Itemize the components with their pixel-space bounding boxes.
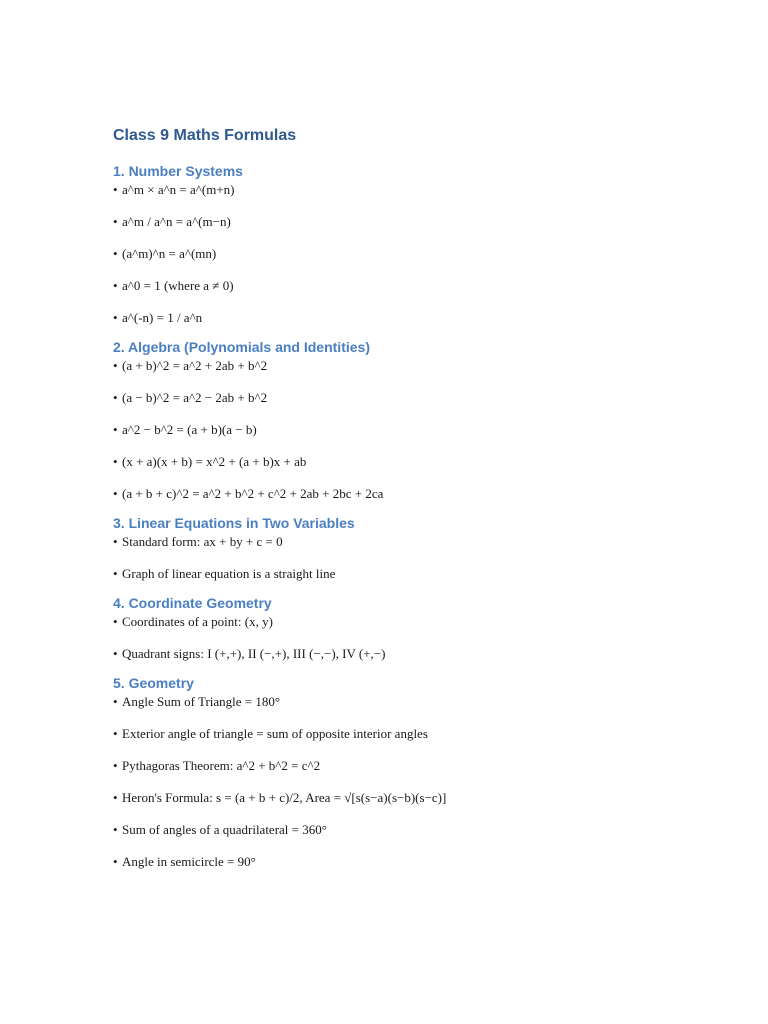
formula-item: [113, 758, 733, 774]
section-linear-equations: [113, 512, 733, 582]
formula-text: a^0 = 1 (where a ≠ 0): [122, 278, 234, 293]
formula-item: [113, 454, 733, 470]
section-heading: 3. Linear Equations in Two Variables: [113, 515, 355, 531]
formula-text: a^(-n) = 1 / a^n: [122, 310, 203, 325]
bullet: •: [113, 790, 118, 805]
bullet: •: [113, 646, 118, 661]
formula-text: Sum of angles of a quadrilateral = 360°: [122, 822, 327, 837]
formula-text: Exterior angle of triangle = sum of opposite interior angles: [122, 726, 428, 741]
bullet: •: [113, 214, 118, 229]
section-number-systems: [113, 160, 733, 326]
formula-text: Quadrant signs: I (+,+), II (−,+), III (−,−), IV (+,−): [122, 646, 386, 661]
formula-item: [113, 278, 733, 294]
formula-item: [113, 310, 733, 326]
formula-item: [113, 614, 733, 630]
bullet: •: [113, 422, 118, 437]
section-geometry: [113, 672, 733, 870]
bullet: •: [113, 358, 118, 373]
formula-item: [113, 182, 733, 198]
formula-item: [113, 422, 733, 438]
formula-text: (a + b)^2 = a^2 + 2ab + b^2: [122, 358, 268, 373]
bullet: •: [113, 822, 118, 837]
formula-item: [113, 694, 733, 710]
bullet: •: [113, 454, 118, 469]
formula-text: Coordinates of a point: (x, y): [122, 614, 273, 629]
formula-text: (x + a)(x + b) = x^2 + (a + b)x + ab: [122, 454, 307, 469]
bullet: •: [113, 246, 118, 261]
section-heading: 5. Geometry: [113, 675, 194, 691]
bullet: •: [113, 694, 118, 709]
formula-text: Pythagoras Theorem: a^2 + b^2 = c^2: [122, 758, 321, 773]
formula-text: Angle in semicircle = 90°: [122, 854, 256, 869]
bullet: •: [113, 726, 118, 741]
formula-item: [113, 790, 733, 806]
bullet: •: [113, 534, 118, 549]
formula-text: (a^m)^n = a^(mn): [122, 246, 217, 261]
bullet: •: [113, 566, 118, 581]
formula-item: [113, 390, 733, 406]
bullet: •: [113, 486, 118, 501]
bullet: •: [113, 854, 118, 869]
bullet: •: [113, 310, 118, 325]
formula-text: Graph of linear equation is a straight line: [122, 566, 336, 581]
formula-item: [113, 566, 733, 582]
bullet: •: [113, 182, 118, 197]
bullet: •: [113, 758, 118, 773]
formula-text: (a + b + c)^2 = a^2 + b^2 + c^2 + 2ab + 2bc + 2ca: [122, 486, 384, 501]
formula-text: a^m × a^n = a^(m+n): [122, 182, 235, 197]
formula-item: [113, 214, 733, 230]
formula-item: [113, 358, 733, 374]
section-heading: 4. Coordinate Geometry: [113, 595, 272, 611]
section-heading: 1. Number Systems: [113, 163, 243, 179]
formula-item: [113, 822, 733, 838]
bullet: •: [113, 390, 118, 405]
document-title: Class 9 Maths Formulas: [113, 127, 297, 144]
document-page: [113, 122, 733, 870]
bullet: •: [113, 614, 118, 629]
formula-text: a^m / a^n = a^(m−n): [122, 214, 231, 229]
bullet: •: [113, 278, 118, 293]
formula-text: Standard form: ax + by + c = 0: [122, 534, 283, 549]
section-heading: 2. Algebra (Polynomials and Identities): [113, 339, 370, 355]
formula-item: [113, 246, 733, 262]
formula-item: [113, 486, 733, 502]
formula-text: Angle Sum of Triangle = 180°: [122, 694, 281, 709]
formula-text: a^2 − b^2 = (a + b)(a − b): [122, 422, 257, 437]
formula-text: (a − b)^2 = a^2 − 2ab + b^2: [122, 390, 268, 405]
formula-text: Heron's Formula: s = (a + b + c)/2, Area = √[s(s−a)(s−b)(s−c)]: [122, 790, 447, 805]
formula-item: [113, 646, 733, 662]
section-coordinate-geometry: [113, 592, 733, 662]
formula-item: [113, 534, 733, 550]
formula-item: [113, 854, 733, 870]
formula-item: [113, 726, 733, 742]
section-algebra: [113, 336, 733, 502]
